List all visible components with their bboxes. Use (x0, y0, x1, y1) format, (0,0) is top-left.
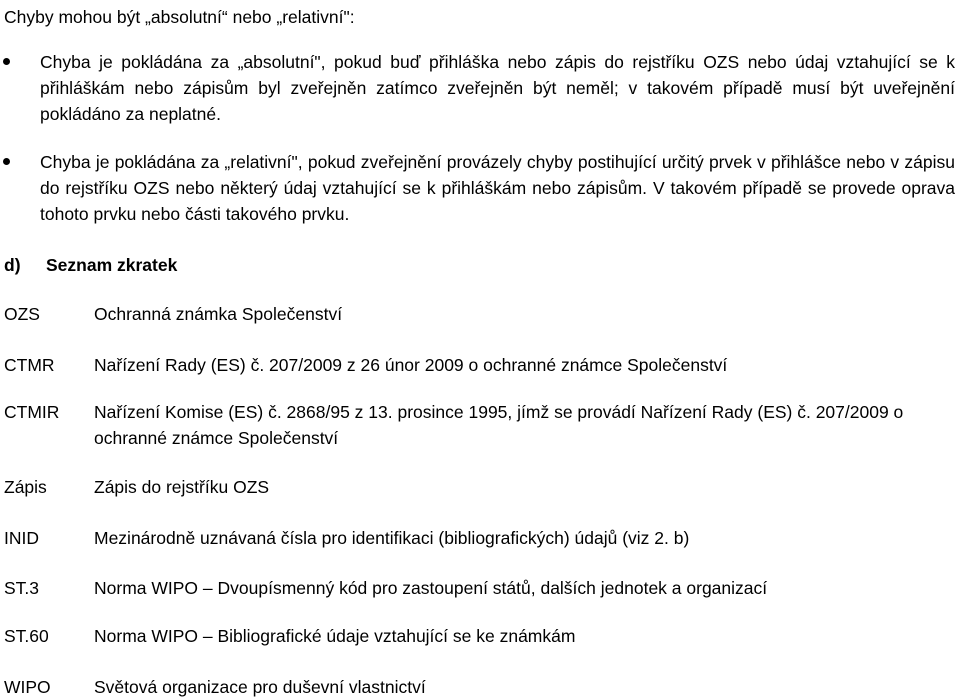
abbreviation-term: ST.60 (4, 626, 49, 646)
abbreviation-term: Zápis (4, 477, 47, 497)
abbreviation-definition: Norma WIPO – Dvoupísmenný kód pro zastoupení států, dalších jednotek a organizací (94, 578, 768, 598)
abbreviation-term: INID (4, 528, 39, 548)
abbreviation-definition: Zápis do rejstříku OZS (94, 477, 270, 497)
abbreviation-definition: Norma WIPO – Bibliografické údaje vztahující se ke známkám (94, 626, 576, 646)
abbreviation-term: ST.3 (4, 578, 40, 598)
abbreviation-term: OZS (4, 304, 40, 324)
bullet-icon (3, 158, 10, 165)
section-heading (4, 252, 177, 278)
abbreviation-definition: Nařízení Rady (ES) č. 207/2009 z 26 únor 2009 o ochranné známce Společenství (94, 355, 728, 375)
section-letter: d) (4, 255, 21, 275)
abbreviation-definition: Ochranná známka Společenství (94, 304, 343, 324)
bullet-relative-error: Chyba je pokládána za „relativní", pokud zveřejnění provázely chyby postihující určitý prvek v přihlášce nebo v zápisu do rejstříku OZS nebo některý údaj vztahující se k přihláškám nebo zápisům. V takovém případě se provede oprava tohoto prvku nebo části takového prvku. (40, 152, 955, 224)
abbreviation-definition: Světová organizace pro duševní vlastnictví (94, 677, 426, 697)
abbreviation-definition: Nařízení Komise (ES) č. 2868/95 z 13. prosince 1995, jímž se provádí Nařízení Rady (ES) č. 207/2009 o ochranné známce Společenství (94, 402, 904, 448)
section-title-text: Seznam zkratek (46, 255, 178, 275)
abbreviation-definition: Mezinárodně uznávaná čísla pro identifikaci (bibliografických) údajů (viz 2. b) (94, 528, 690, 548)
abbreviation-term: WIPO (4, 677, 51, 697)
bullet-icon (3, 58, 10, 65)
errors-heading: Chyby mohou být „absolutní“ nebo „relativní": (4, 7, 355, 27)
bullet-absolute-error: Chyba je pokládána za „absolutní", pokud buď přihláška nebo zápis do rejstříku OZS nebo údaj vztahující se k přihláškám nebo zápisům byl zveřejněn zatímco zveřejněn být neměl; v takovém případě musí být uveřejnění pokládáno za neplatné. (40, 52, 955, 124)
abbreviation-term: CTMIR (4, 402, 60, 422)
abbreviation-term: CTMR (4, 355, 55, 375)
